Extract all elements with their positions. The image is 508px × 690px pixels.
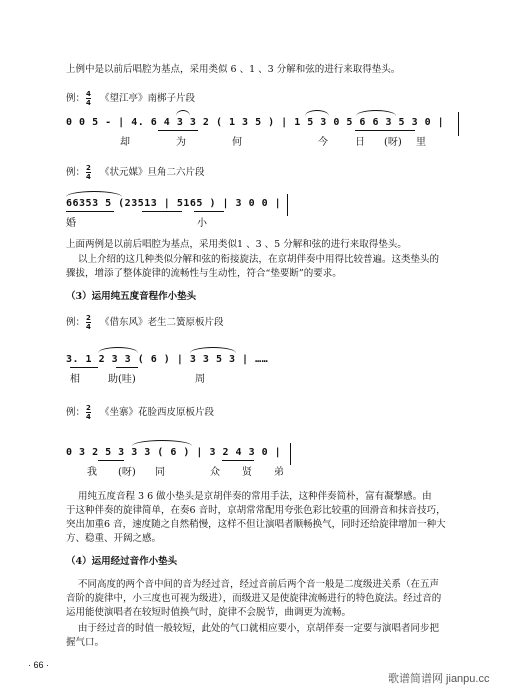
example-2-notation: 66353 5 (23513 | 5165 ) | 3 0 0 |: [66, 198, 282, 209]
example-3-label: 例：: [66, 317, 86, 328]
example-4-label: 例：: [66, 407, 86, 418]
section-heading-4: （4）运用经过音作小垫头: [66, 556, 178, 567]
lyric: (呀): [384, 137, 402, 148]
example-1-time-signature: $\frac{4}{4}$: [86, 90, 91, 107]
lyric: 我: [87, 467, 97, 478]
bar-line: [290, 443, 291, 465]
lyric: 却: [120, 137, 130, 148]
lyric: 贤: [242, 467, 252, 478]
underline: [355, 130, 415, 131]
paragraph-4-line-4: 方、稳重、开阔之感。: [66, 533, 162, 544]
slur: [132, 440, 192, 446]
example-2-label: 例：: [66, 167, 86, 178]
paragraph-3-line-2: 骤拔，增添了整体旋律的流畅性与生动性，符合“垫要断”的要求。: [66, 268, 342, 279]
lyric: 众: [210, 467, 220, 478]
lyric: 小: [197, 218, 207, 229]
lyric: 日: [355, 137, 365, 148]
lyric: 何: [232, 137, 242, 148]
paragraph-2: 上面两例是以前后唱腔为基点，采用类似1 、3 、5 分解和弦的进行来取得垫头。: [66, 239, 407, 250]
example-1-notation: 0 0 5 - | 4. 6 4 3 3 2 ( 1 3 5 ) | 1 5 3 0 5 6 6 3 5 3 0 |: [66, 117, 445, 128]
lyric: 为: [176, 137, 186, 148]
lyric: 周: [195, 374, 205, 385]
underline: [70, 367, 98, 368]
underline: [194, 211, 224, 212]
paragraph-5-line-2: 音阶的旋律中，小三度也可视为级进），而级进又是使旋律流畅进行的特色旋法。经过音的: [66, 593, 442, 604]
example-4-title: 《坐寨》花脸西皮原板片段: [100, 407, 215, 418]
slur: [305, 110, 329, 116]
paragraph-3-line-1: 以上介绍的这几种类似分解和弦的衔接旋法，在京胡伴奏中用得比较普遍。这类垫头的: [78, 254, 440, 265]
paragraph-6-line-1: 由于经过音的时值一般较短，此处的气口就相应要小，京胡伴奏一定要与演唱者同步把: [78, 623, 440, 634]
lyric: 同: [155, 467, 165, 478]
slur: [66, 191, 122, 197]
slur: [356, 110, 396, 116]
example-2-title: 《状元媒》旦角二六片段: [100, 167, 205, 178]
paragraph-5-line-1: 不同高度的两个音中间的音为经过音，经过音前后两个音一般是二度级进关系（在五声: [78, 579, 440, 590]
slur: [98, 347, 138, 353]
lyric: 今: [318, 137, 328, 148]
bar-line: [287, 194, 288, 216]
example-2-time-signature: $\frac{2}{4}$: [86, 164, 91, 181]
slur: [190, 347, 236, 353]
underline: [66, 211, 114, 212]
lyric: 弟: [274, 467, 284, 478]
watermark: 歌谱简谱网 jianpu.cc: [388, 673, 490, 685]
lyric: (呀): [118, 467, 136, 478]
lyric: 助(哇): [108, 374, 136, 385]
slur: [176, 110, 190, 116]
lyric: 婚: [66, 218, 76, 229]
example-3-notation: 3. 1 2 3 3 ( 6 ) | 3 3 5 3 | ……: [66, 354, 269, 365]
example-4-notation: 0 3 2 5 3 3 3 ( 6 ) | 3 2 4 3 0 |: [66, 447, 282, 458]
section-heading-3: （3）运用纯五度音程作小垫头: [66, 291, 197, 302]
underline: [116, 367, 138, 368]
underline: [222, 460, 254, 461]
example-3-title: 《借东风》老生二簧原板片段: [100, 317, 224, 328]
example-1-label: 例：: [66, 93, 86, 104]
underline: [142, 211, 182, 212]
example-4-time-signature: $\frac{2}{4}$: [86, 404, 91, 421]
example-1-title: 《望江亭》南梆子片段: [100, 93, 196, 104]
paragraph-6-line-2: 握气口。: [66, 637, 105, 648]
underline: [158, 130, 198, 131]
page-number: · 66 ·: [28, 660, 50, 670]
example-3-time-signature: $\frac{2}{4}$: [86, 314, 91, 331]
paragraph-4-line-2: 于这种伴奏的旋律简单，在奏6 音时，京胡常常配用夸张色彩比较重的回滑音和抹音技巧，: [66, 505, 446, 516]
underline: [98, 460, 124, 461]
paragraph-4-line-3: 突出加重6 音，速度随之自然稍慢，这样不但让演唱者顺畅换气，同时还给旋律增加一种大: [66, 519, 446, 530]
lyric: 相: [70, 374, 80, 385]
paragraph-4-line-1: 用纯五度音程 3 6 做小垫头是京胡伴奏的常用手法，这种伴奏简朴，富有凝撃感。由: [78, 491, 432, 502]
paragraph-1: 上例中是以前后唱腔为基点，采用类似 6 、1 、3 分解和弦的进行来取得垫头。: [66, 64, 401, 75]
paragraph-5-line-3: 运用能使演唱者在较短时值换气时，旋律不会脱节，曲调更为流畅。: [66, 607, 352, 618]
bar-line: [458, 112, 459, 136]
lyric: 里: [416, 137, 426, 148]
